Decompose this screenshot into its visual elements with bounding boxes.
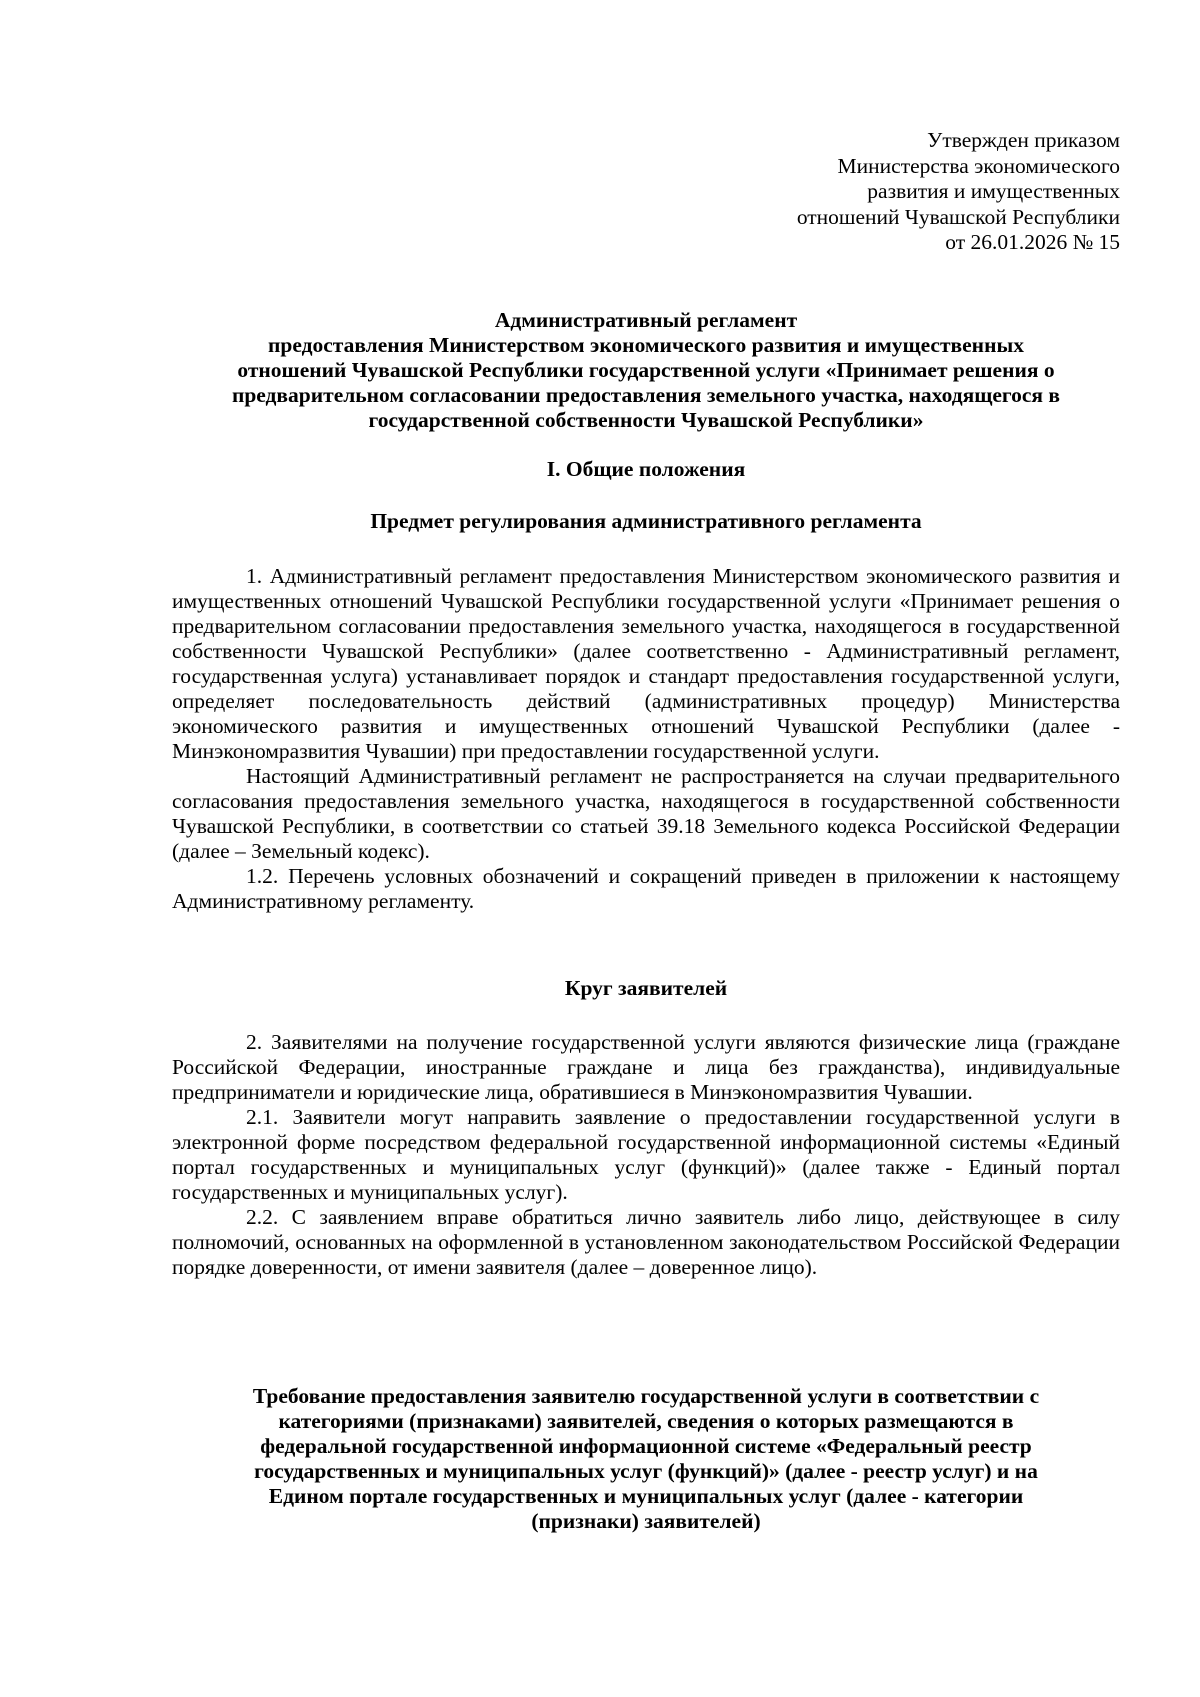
requirement-line: Требование предоставления заявителю государственной услуги в соответствии с xyxy=(252,1384,1040,1408)
paragraph-2: 2. Заявителями на получение государственной услуги являются физические лица (граждане Российской Федерации, иностранные граждане и лица без гражданства), индивидуальные предприниматели и юридические лица, обратившиеся в Минэкономразвития Чувашии. xyxy=(172,1030,1120,1104)
section-general-body xyxy=(172,564,1120,914)
subsection-heading-subject: Предмет регулирования административного регламента xyxy=(370,509,922,533)
approval-stamp xyxy=(172,128,1120,256)
section-applicants-body xyxy=(172,1030,1120,1280)
title-line: государственной собственности Чувашской Республики» xyxy=(368,408,924,432)
requirement-line: (признаки) заявителей) xyxy=(531,1509,761,1533)
approval-line: отношений Чувашской Республики xyxy=(796,204,1120,229)
paragraph-2-1: 2.1. Заявители могут направить заявление о предоставлении государственной услуги в электронной форме посредством федеральной государственной информационной системы «Единый портал государственных и муниципальных услуг (функций)» (далее также - Единый портал государственных и муниципальных услуг). xyxy=(172,1105,1120,1204)
approval-line: развития и имущественных xyxy=(867,179,1120,203)
title-line: отношений Чувашской Республики государственной услуги «Принимает решения о xyxy=(237,358,1055,382)
title-line: предоставления Министерством экономического развития и имущественных xyxy=(267,333,1024,357)
approval-line: Министерства экономического xyxy=(837,153,1120,178)
section-heading-requirement xyxy=(172,1384,1120,1534)
paragraph-1: 1. Административный регламент предоставления Министерством экономического развития и имущественных отношений Чувашской Республики государственной услуги «Принимает решения о предварительном согласовании предоставления земельного участка, находящегося в государственной собственности Чувашской Республики» (далее соответственно - Административный регламент, государственная услуга) устанавливает порядок и стандарт предоставления государственной услуги, определяет последовательность действий (административных процедур) Министерства экономического развития и имущественных отношений Чувашской Республики (далее - Минэкономразвития Чувашии) при предоставлении государственной услуги. xyxy=(172,564,1120,763)
approval-date: от 26.01.2026 № 15 xyxy=(945,230,1120,254)
requirement-line: федеральной государственной информационной системе «Федеральный реестр xyxy=(260,1434,1032,1458)
paragraph-1-2: 1.2. Перечень условных обозначений и сокращений приведен в приложении к настоящему Административному регламенту. xyxy=(172,864,1120,913)
title-line: Административный регламент xyxy=(494,308,798,332)
document-title xyxy=(172,308,1120,433)
title-line: предварительном согласовании предоставления земельного участка, находящегося в xyxy=(231,383,1061,407)
approval-line: Утвержден приказом xyxy=(927,128,1120,152)
requirement-line: государственных и муниципальных услуг (функций)» (далее - реестр услуг) и на xyxy=(254,1459,1038,1483)
requirement-line: Едином портале государственных и муниципальных услуг (далее - категории xyxy=(268,1484,1024,1508)
section-heading-general: I. Общие положения xyxy=(546,457,746,481)
paragraph-2-2: 2.2. С заявлением вправе обратиться лично заявитель либо лицо, действующее в силу полномочий, основанных на оформленной в установленном законодательством Российской Федерации порядке доверенности, от имени заявителя (далее – доверенное лицо). xyxy=(172,1205,1120,1279)
requirement-line: категориями (признаками) заявителей, сведения о которых размещаются в xyxy=(278,1409,1014,1433)
section-heading-applicants: Круг заявителей xyxy=(564,976,728,1000)
paragraph-1-note: Настоящий Административный регламент не распространяется на случаи предварительного согласования предоставления земельного участка, находящегося в государственной собственности Чувашской Республики, в соответствии со статьей 39.18 Земельного кодекса Российской Федерации (далее – Земельный кодекс). xyxy=(172,764,1120,863)
